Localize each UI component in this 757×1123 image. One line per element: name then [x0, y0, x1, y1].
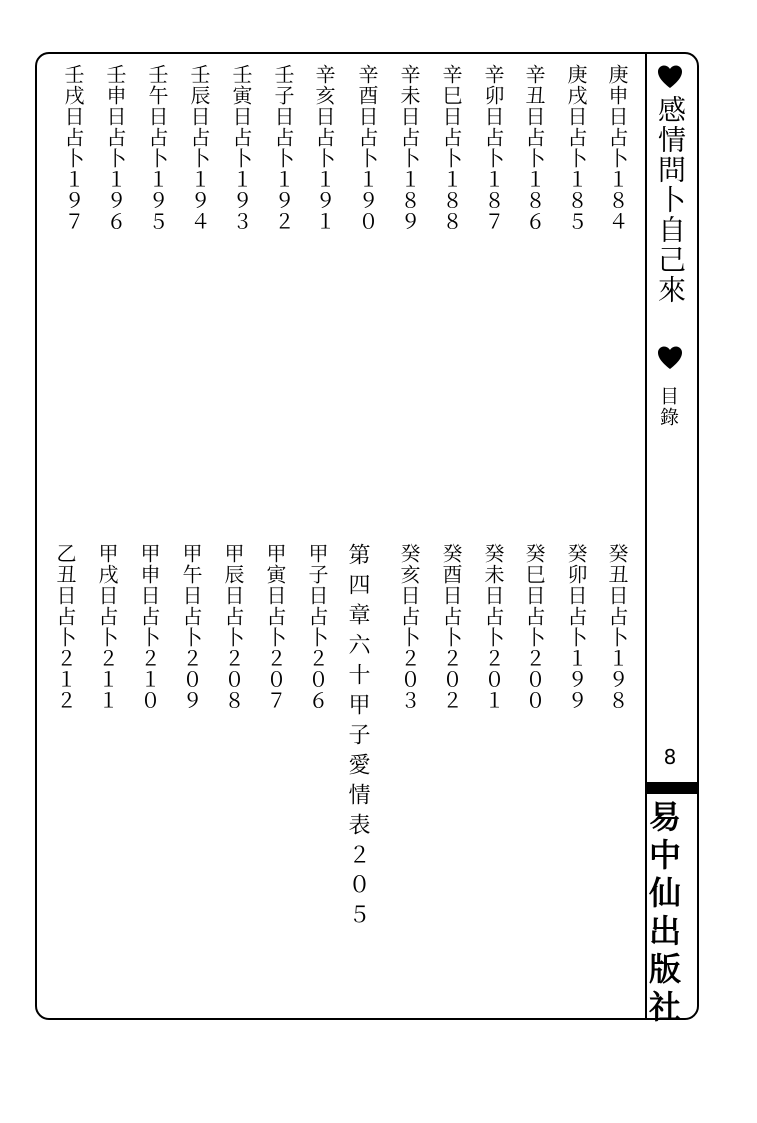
divider-bar: [645, 782, 699, 794]
toc-entry: 辛酉日占卜１９０: [355, 64, 379, 232]
toc-entry: 辛未日占卜１８９: [397, 64, 421, 232]
toc-entry: 乙丑日占卜２１２: [53, 543, 77, 711]
toc-entry: 癸巳日占卜２００: [522, 543, 546, 711]
heart-icon: [657, 345, 683, 371]
toc-entry: 辛丑日占卜１８６: [522, 64, 546, 232]
toc-entry: 辛巳日占卜１８８: [439, 64, 463, 232]
toc-entry: 壬寅日占卜１９３: [229, 64, 253, 232]
toc-entry: 壬午日占卜１９５: [145, 64, 169, 232]
toc-entry: 癸未日占卜２０１: [481, 543, 505, 711]
toc-entry: 壬子日占卜１９２: [271, 64, 295, 232]
toc-entry: 壬申日占卜１９６: [103, 64, 127, 232]
toc-entry: 壬戌日占卜１９７: [61, 64, 85, 232]
toc-entry: 甲申日占卜２１０: [137, 543, 161, 711]
toc-entry: 癸亥日占卜２０３: [397, 543, 421, 711]
book-title: 感情問卜自己來: [654, 95, 687, 305]
toc-entry: 癸丑日占卜１９８: [605, 543, 629, 711]
toc-entry: 甲寅日占卜２０７: [263, 543, 287, 711]
toc-entry: 癸酉日占卜２０２: [439, 543, 463, 711]
toc-entry: 甲子日占卜２０６: [305, 543, 329, 711]
toc-entry: 甲午日占卜２０９: [179, 543, 203, 711]
toc-entry: 辛卯日占卜１８７: [481, 64, 505, 232]
toc-entry: 庚申日占卜１８４: [605, 64, 629, 232]
chapter-heading: 第四章六十甲子愛情表２０５: [345, 543, 370, 933]
toc-entry: 壬辰日占卜１９４: [187, 64, 211, 232]
page-number: 8: [663, 745, 677, 769]
toc-entry: 癸卯日占卜１９９: [564, 543, 588, 711]
section-subtitle: 目錄: [657, 386, 679, 428]
toc-entry: 庚戌日占卜１８５: [564, 64, 588, 232]
publisher-name: 易中仙出版社: [644, 800, 682, 1028]
toc-entry: 甲辰日占卜２０８: [221, 543, 245, 711]
toc-entry: 辛亥日占卜１９１: [312, 64, 336, 232]
toc-entry: 甲戌日占卜２１１: [95, 543, 119, 711]
heart-icon: [657, 64, 683, 90]
